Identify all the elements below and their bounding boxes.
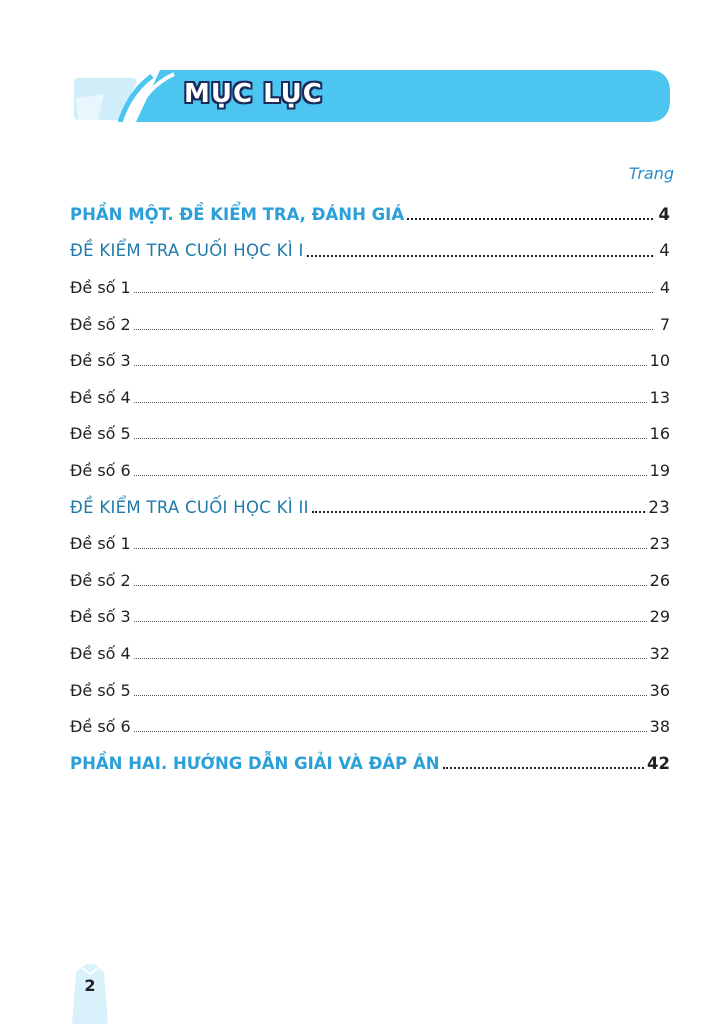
toc-section-heading: [70, 233, 670, 270]
dot-leader: [134, 402, 647, 403]
toc-entry-page: 32: [649, 643, 670, 663]
toc-entry-page: 23: [649, 534, 670, 554]
toc-entry-label: Đề số 6: [70, 460, 131, 480]
toc-entry-page: 4: [659, 241, 670, 261]
toc-entry-page: 4: [659, 277, 670, 297]
dot-leader: [443, 767, 644, 769]
toc-entry: [70, 525, 670, 562]
table-of-contents: [70, 196, 670, 782]
toc-entry: [70, 416, 670, 453]
toc-entry-page: 19: [649, 460, 670, 480]
toc-entry-label: Đề số 2: [70, 314, 131, 334]
page-number: 2: [84, 976, 96, 995]
dot-leader: [134, 438, 647, 439]
header-banner: [74, 70, 670, 122]
toc-entry-page: 42: [647, 753, 670, 773]
toc-entry-page: 13: [649, 387, 670, 407]
dot-leader: [134, 695, 647, 696]
toc-entry: [70, 269, 670, 306]
dot-leader: [134, 548, 647, 549]
toc-entry-label: Đề số 1: [70, 277, 131, 297]
toc-entry-label: Đề số 4: [70, 387, 131, 407]
dot-leader: [407, 218, 653, 220]
dot-leader: [134, 621, 647, 622]
toc-entry: [70, 379, 670, 416]
toc-entry-page: 10: [649, 351, 670, 371]
toc-entry-label: Đề số 5: [70, 680, 131, 700]
dot-leader: [134, 731, 647, 732]
dot-leader: [134, 585, 647, 586]
page-column-label: Trang: [628, 164, 674, 183]
toc-entry-label: Đề số 6: [70, 717, 131, 737]
toc-entry-label: ĐỀ KIỂM TRA CUỐI HỌC KÌ II: [70, 497, 309, 517]
toc-entry: [70, 342, 670, 379]
toc-entry-page: 23: [648, 497, 670, 517]
toc-entry-label: Đề số 1: [70, 534, 131, 554]
toc-entry: [70, 635, 670, 672]
dot-leader: [134, 292, 653, 293]
toc-entry: [70, 306, 670, 343]
toc-entry-label: Đề số 3: [70, 607, 131, 627]
toc-entry-label: Đề số 5: [70, 424, 131, 444]
toc-entry-label: Đề số 2: [70, 570, 131, 590]
dot-leader: [312, 511, 646, 513]
toc-entry-page: 29: [649, 607, 670, 627]
page-title: MỤC LỤC: [184, 79, 323, 109]
toc-entry-page: 7: [659, 314, 670, 334]
dot-leader: [134, 365, 647, 366]
dot-leader: [134, 329, 653, 330]
toc-entry: [70, 452, 670, 489]
toc-entry-page: 4: [658, 204, 670, 224]
toc-entry-page: 38: [649, 717, 670, 737]
toc-entry: [70, 708, 670, 745]
page-number-tab: [72, 962, 108, 1024]
toc-section-heading: [70, 489, 670, 526]
toc-entry-page: 36: [649, 680, 670, 700]
toc-entry-label: Đề số 4: [70, 643, 131, 663]
toc-part-heading: [70, 745, 670, 782]
dot-leader: [134, 475, 647, 476]
toc-entry: [70, 599, 670, 636]
toc-entry-page: 16: [649, 424, 670, 444]
toc-part-heading: [70, 196, 670, 233]
dot-leader: [307, 255, 653, 257]
toc-entry: [70, 562, 670, 599]
toc-entry: [70, 672, 670, 709]
toc-entry-label: PHẦN MỘT. ĐỀ KIỂM TRA, ĐÁNH GIÁ: [70, 204, 405, 224]
toc-entry-label: ĐỀ KIỂM TRA CUỐI HỌC KÌ I: [70, 241, 304, 261]
toc-entry-label: PHẦN HAI. HƯỚNG DẪN GIẢI VÀ ĐÁP ÁN: [70, 753, 440, 773]
toc-entry-label: Đề số 3: [70, 351, 131, 371]
banner-shape: [74, 70, 670, 122]
dot-leader: [134, 658, 647, 659]
toc-entry-page: 26: [649, 570, 670, 590]
